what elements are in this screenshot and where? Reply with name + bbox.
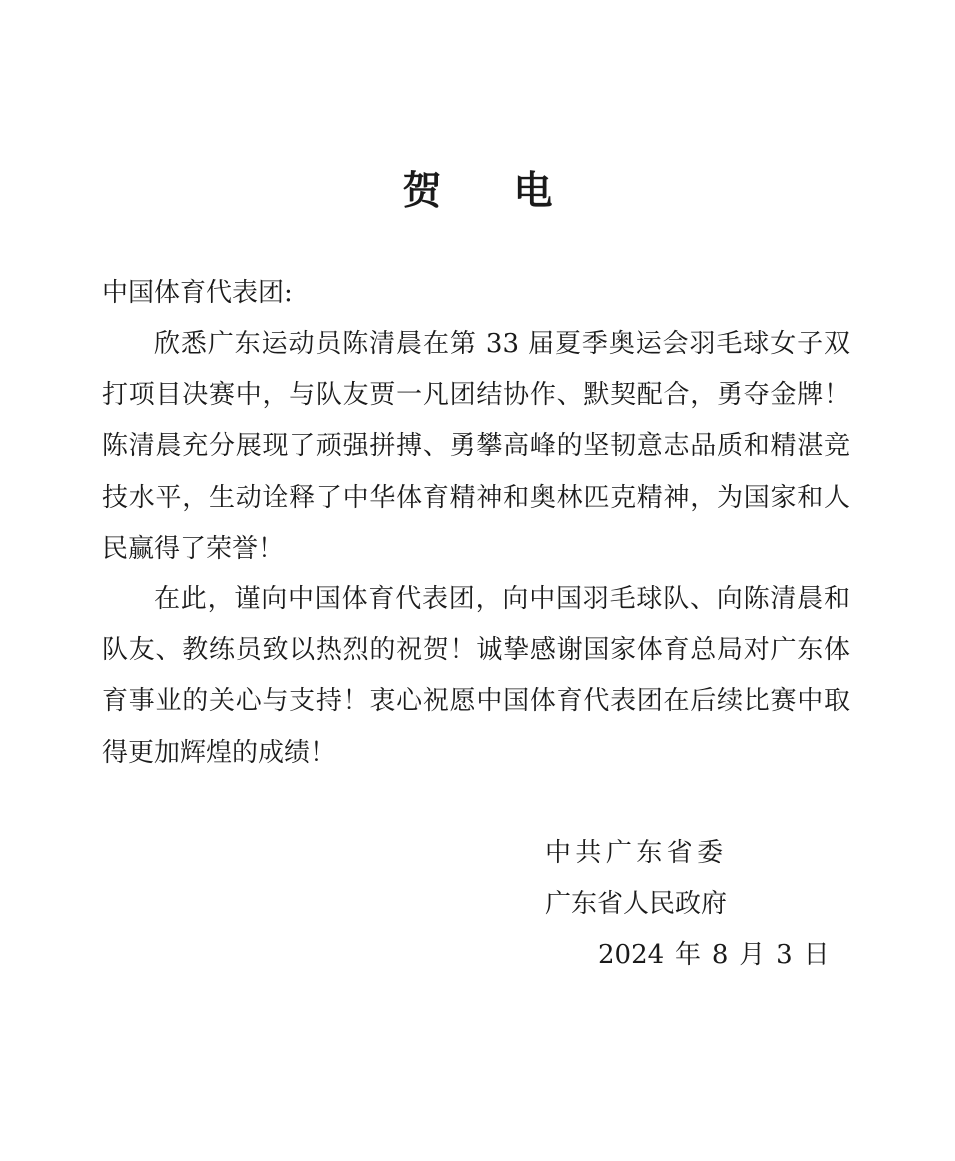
signatory-provincial-government: 广东省人民政府 <box>545 889 728 919</box>
document-title: 贺 电 <box>402 169 582 214</box>
body-paragraph-1: 欣悉广东运动员陈清晨在第 33 届夏季奥运会羽毛球女子双打项目决赛中，与队友贾一凡团结协作、默契配合，勇夺金牌！陈清晨充分展现了顽强拼搏、勇攀高峰的坚韧意志品质和精湛竞技水平，生动诠释了中华体育精神和奥林匹克精神，为国家和人民赢得了荣誉！ <box>102 329 850 564</box>
signature-date: 2024 年 8 月 3 日 <box>598 940 830 970</box>
signatory-party-committee: 中共广东省委 <box>545 838 728 868</box>
body-paragraph-2: 在此，谨向中国体育代表团，向中国羽毛球队、向陈清晨和队友、教练员致以热烈的祝贺！诚挚感谢国家体育总局对广东体育事业的关心与支持！衷心祝愿中国体育代表团在后续比赛中取得更加辉煌的成绩！ <box>102 584 850 768</box>
salutation: 中国体育代表团: <box>102 278 293 308</box>
